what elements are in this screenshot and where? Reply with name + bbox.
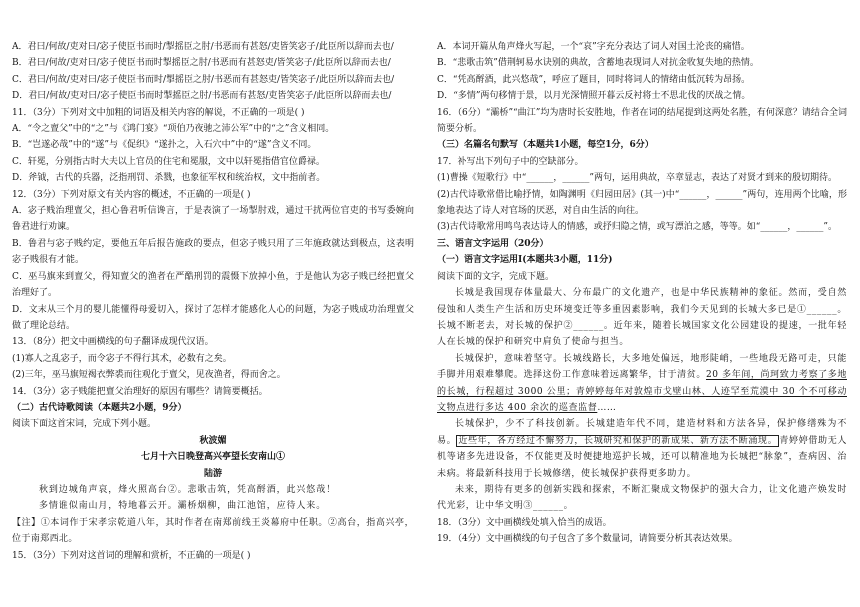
passage-paragraph-2 [437,351,847,417]
q14-stem: 14．（3分）宓子贱能把亶父治理好的原因有哪些？请简要概括。 [12,386,268,397]
q11-stem: 11．（3分）下列对文中加粗的词语及相关内容的解说，不正确的一项是( ) [12,107,305,118]
q15-option-a: A．本词开篇从角声烽火写起，一个“哀”字充分表达了词人对国土沦丧的痛惜。 [437,42,750,52]
q11-option-b: B．“岂遂必哉”中的“遂”与《促织》“遂扑之，入石穴中”中的“遂”含义不同。 [12,140,317,151]
dictation-section-heading: （三）名篇名句默写（本题共1小题，每空1分，6分） [437,140,654,151]
poem-author: 陆游 [203,468,222,479]
q15-option-d: D．“多情”两句移情于景，以月光深情照开暮云反衬将士不思北伐的厌战之情。 [437,91,751,102]
q12-option-c: C．巫马旗来到亶父，得知亶父的渔者在严酷刑罚的震慑下放掉小鱼，于是他认为宓子贱已经把亶父治理好了。 [12,271,414,299]
boxed-sentence: 近些年，各方经过不懈努力，长城研究和保护的新成果、新方法不断涌现。 [458,435,778,446]
passage-p2-text: 长城保护，意味着坚守。长城线路长，大多地处偏远，地形陡峭，一些地段无路可走，只能手脚并用艰难攀爬。选择这份工作意味着远离繁华，甘于清贫。 [437,353,847,381]
q15-stem: 15．（3分）下列对这首词的理解和赏析，不正确的一项是( ) [12,550,251,561]
q13-stem: 13．（8分）把文中画横线的句子翻译成现代汉语。 [12,337,214,348]
right-column [437,39,847,599]
q10-option-b: B．君曰/何故/吏对曰/宓子使臣书而时掣摇臣之肘/书恶而有甚怒吏/皆笑宓子/此臣所以辞而去也/ [12,58,391,69]
q19-stem: 19．（4分）文中画横线的句子包含了多个数量词，请简要分析其表达效果。 [437,534,738,545]
q17-item-3: (3)古代诗歌常用鸣鸟表达诗人的情感，或抒归隐之情，或写漂泊之感，等等。如“______，______”。 [437,222,837,233]
language-part-heading: 三、语言文字运用（20分） [437,238,549,249]
q10-option-a: A．君曰/何故/吏对曰/宓子使臣书而时/掣摇臣之肘/书恶而有甚怒/吏皆笑宓子/此臣所以辞而去也/ [12,42,394,52]
q12-option-b: B．鲁君与宓子贱约定，要他五年后报告施政的要点，但宓子贱只用了三年施政就达到极点，这表明宓子贱很有才能。 [12,238,414,266]
q10-option-d: D．君曰/何故/吏对曰/宓子使臣书而时掣摇臣之肘/书恶而有甚怒/吏皆笑宓子/此臣所以辞而去也/ [12,91,392,102]
q12-option-d: D．文末从三个月的婴儿能懂得母爱切入，探讨了怎样才能感化人心的问题，为宓子贱成功治理亶父做了理论总结。 [12,304,414,331]
q16-stem: 16．（6分）“灞桥”“曲江”均为唐时长安胜地，作者在词的结尾提到这两处名胜，有何深意？请结合全词简要分析。 [437,107,847,135]
q12-option-a: A．宓子贱治理亶父，担心鲁君听信谗言，于是表演了一场掣肘戏，通过干扰两位官吏的书写委婉向鲁君进行劝谏。 [12,206,414,233]
poem-line-2: 多情谁似南山月，特地暮云开。灞桥烟柳，曲江池馆，应待人来。 [39,501,327,512]
q17-item-1: (1)曹操《短歌行》中“______，______”两句，运用典故，卒章显志，表达了对贤才到来的殷切期待。 [437,173,837,184]
poem-line-1: 秋到边城角声哀，烽火照高台②。悲歌击筑，凭高酹酒，此兴悠哉！ [39,484,337,495]
passage-paragraph-3 [437,416,847,482]
poetry-section-heading: （二）古代诗歌阅读（本题共2小题，9分） [12,402,187,413]
q17-item-2: (2)古代诗歌常借比喻抒情，如陶渊明《归园田居》(其一)中“______，______”两句，连用两个比喻，形象地表达了诗人对官场的厌恶，对自由生活的向往。 [437,189,847,217]
passage-paragraph-4: 未来，期待有更多的创新实践和探索，不断汇聚成文物保护的强大合力，让文化遗产焕发时代光彩，让中华文明③______。 [437,484,847,512]
q11-option-c: C．轩冕，分别指古时大夫以上官员的住宅和冕服，文中以轩冕指借官位爵禄。 [12,156,325,167]
q17-stem: 17．补写出下列句子中的空缺部分。 [437,156,584,167]
underlined-sentence: 20 多年间，尚珂致力考察了多地的长城，行程超过 3000 公里；青婷婷每年对敦煌市戈壁山林、人迹罕至荒漠中 30 个不可移动文物点进行多达 400 余次的巡查监督 [437,370,847,413]
passage-p3-rest: 青婷婷借助无人机等诸多先进设备，不仅能更及时便捷地巡护长城，还可以精准地为长城把“脉象”，查病因、治未病。将最新科技用于长城修缮，使长城保护获得更多助力。 [437,435,847,479]
language-part-subheading: （一）语言文字运用Ⅰ(本题共3小题，11分) [437,255,613,266]
poem-note: 【注】①本词作于宋孝宗乾道八年，其时作者在南郑前线王炎幕府中任职。②高台，指高兴亭，位于南郑西北。 [12,517,414,545]
passage-p3-text: 长城保护，少不了科技创新。长城建造年代不同，建造材料和方法各异，保护修缮殊为不易。 [437,419,847,446]
q13-item-2: (2)三年，巫马旗短褐衣弊裘而往观化于亶父，见夜渔者，得而舍之。 [12,370,286,381]
q10-option-c: C．君曰/何故/吏对曰/宓子使臣书而时/掣摇臣之肘/书恶而有甚怒吏/皆笑宓子/此臣所以辞而去也/ [12,74,395,85]
q13-item-1: (1)寡人之乱宓子，而令宓子不得行其术，必数有之矣。 [12,353,232,364]
q11-option-a: A．“令之亶父”中的“之”与《鸿门宴》“项伯乃夜驰之沛公军”中的“之”含义相同。 [12,124,335,135]
q11-option-d: D．斧钺，古代的兵器，泛指刑罚、杀戮，也象征军权和统治权，文中指前者。 [12,173,326,184]
q12-stem: 12．（3分）下列对原文有关内容的概述，不正确的一项是( ) [12,189,251,200]
q15-option-b: B．“悲歌击筑”借荆轲易水诀别的典故，含蓄地表现词人对抗金收复失地的热情。 [437,58,759,69]
passage-p2-ellipsis: …… [597,402,617,413]
passage-instruction: 阅读下面的文字，完成下题。 [437,271,555,282]
left-column [12,39,414,599]
passage-paragraph-1: 长城是我国现存体量最大、分布最广的文化遗产，也是中华民族精神的象征。然而，受自然侵蚀和人类生产生活和历史环境变迁等多重因素影响，我们今天见到的长城大多已是①______。长城不断老去，对长城的保护②______。近年来，随着长城国家文化公园建设的提速，一批年轻人在长城的保护和研究中肩负了使命与担当。 [437,288,847,348]
poem-subtitle: 七月十六日晚登高兴亭望长安南山① [140,452,285,463]
poetry-instruction: 阅读下面这首宋词，完成下列小题。 [12,419,157,430]
poem-title: 秋波媚 [199,435,227,446]
q15-option-c: C．“凭高酹酒，此兴悠哉”，呼应了题目，同时将词人的情绪由低沉转为昂扬。 [437,74,751,85]
q18-stem: 18．（3分）文中画横线处填入恰当的成语。 [437,517,612,528]
